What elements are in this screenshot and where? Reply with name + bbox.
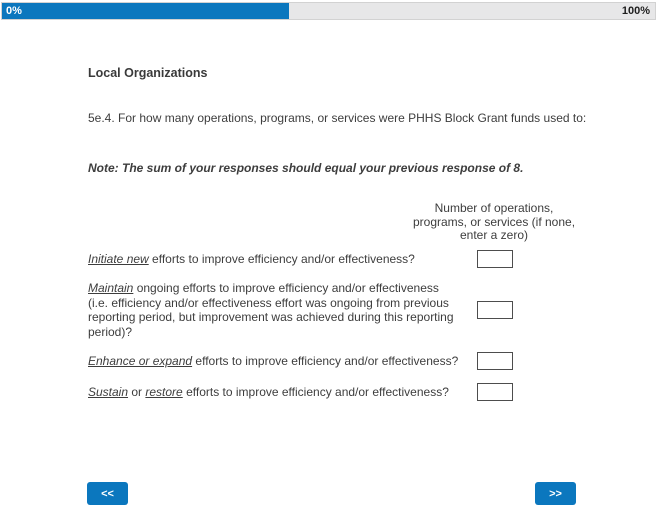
progress-bar-fill xyxy=(2,3,289,19)
progress-min-label: 0% xyxy=(6,5,22,17)
emphasized-term: restore xyxy=(145,384,183,399)
question-rows xyxy=(88,250,580,401)
number-input[interactable] xyxy=(477,301,513,319)
number-input[interactable] xyxy=(477,250,513,268)
question-row xyxy=(88,281,580,339)
label-text: or xyxy=(128,384,146,399)
input-cell xyxy=(464,301,580,319)
emphasized-term: Enhance or expand xyxy=(88,353,193,368)
row-label xyxy=(88,281,464,339)
row-label xyxy=(88,354,464,369)
column-header: Number of operations, programs, or services (if none, enter a zero) xyxy=(412,201,576,242)
emphasized-term: Initiate new xyxy=(88,251,149,266)
back-button[interactable]: << xyxy=(87,482,128,505)
progress-bar xyxy=(1,2,656,20)
number-input[interactable] xyxy=(477,352,513,370)
input-cell xyxy=(464,250,580,268)
question-row xyxy=(88,352,580,370)
label-text: efforts to improve efficiency and/or effectiveness? xyxy=(192,353,459,368)
label-text: ongoing efforts to improve efficiency and/or effectiveness (i.e. efficiency and/or effectiveness effort was ongoing from previous reporting period, but improvement was achieved during this reporting period)? xyxy=(88,281,454,339)
row-label xyxy=(88,385,464,400)
label-text: efforts to improve efficiency and/or effectiveness? xyxy=(182,384,449,399)
section-title: Local Organizations xyxy=(88,66,208,80)
note-text: Note: The sum of your responses should equal your previous response of 8. xyxy=(88,161,524,175)
question-text: 5e.4. For how many operations, programs, or services were PHHS Block Grant funds used to: xyxy=(88,111,587,125)
question-row xyxy=(88,383,580,401)
question-row xyxy=(88,250,580,268)
emphasized-term: Maintain xyxy=(88,281,134,295)
row-label xyxy=(88,252,464,267)
next-button[interactable]: >> xyxy=(535,482,576,505)
progress-max-label: 100% xyxy=(621,5,650,17)
label-text: efforts to improve efficiency and/or effectiveness? xyxy=(148,251,415,266)
emphasized-term: Sustain xyxy=(88,384,129,399)
input-cell xyxy=(464,352,580,370)
input-cell xyxy=(464,383,580,401)
number-input[interactable] xyxy=(477,383,513,401)
